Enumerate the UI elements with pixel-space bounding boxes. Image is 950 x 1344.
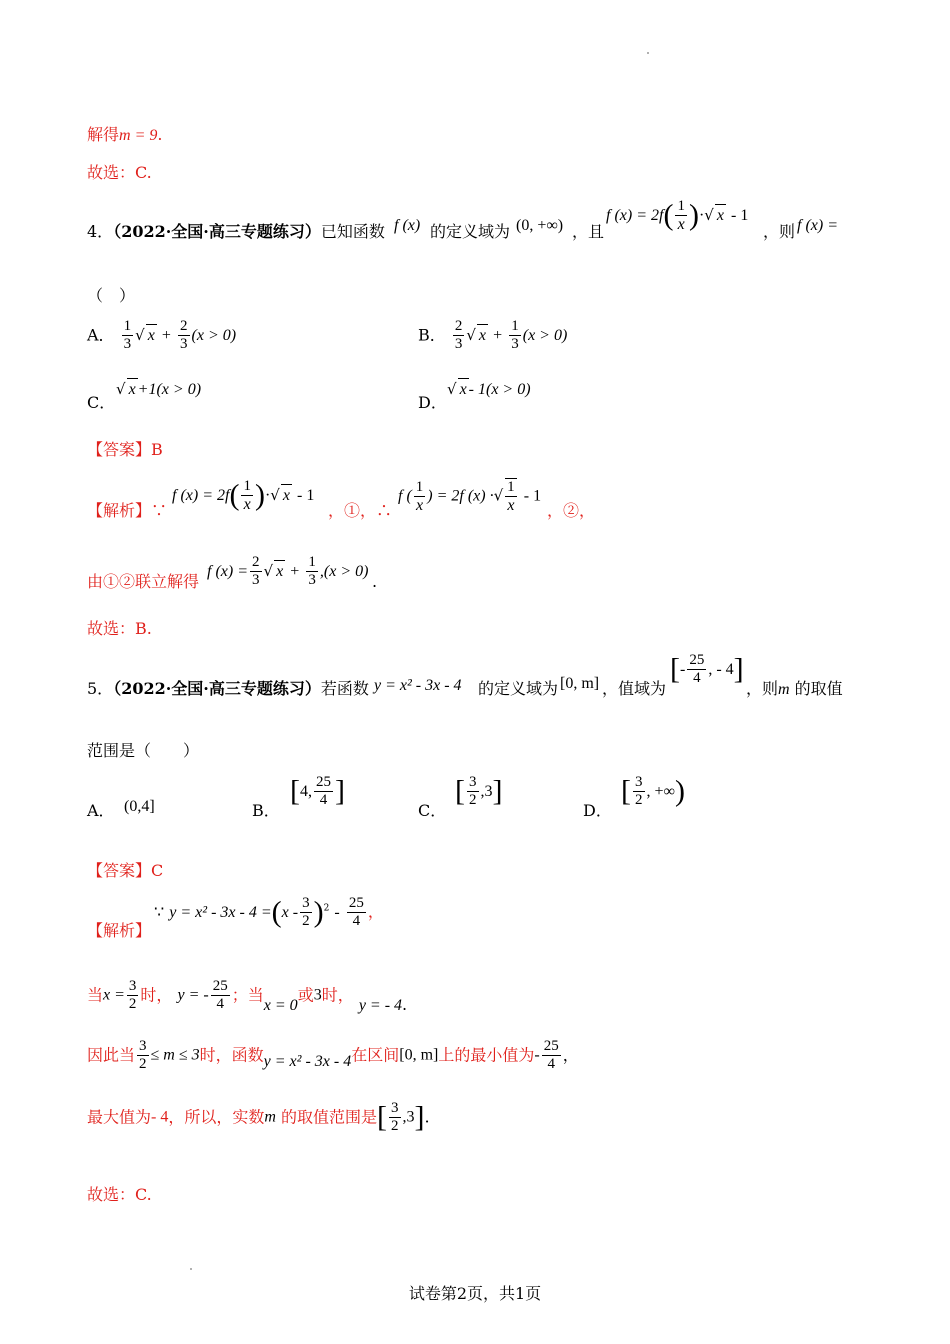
frac-den: 3: [454, 336, 463, 352]
solve-expr: m = 9: [119, 127, 158, 144]
q5-option-d-label[interactable]: D．: [583, 801, 612, 820]
min-neg: -: [534, 1046, 540, 1064]
radicand: x: [146, 324, 157, 347]
q4-option-c[interactable]: [116, 378, 201, 401]
eq1-tail: - 1: [297, 487, 315, 504]
frac-num: 1: [243, 478, 251, 494]
frac-den: x: [415, 496, 424, 514]
interval-pre: 在区间: [351, 1045, 400, 1065]
q4-analysis-eq2: [398, 478, 541, 514]
y-eq: y = -: [177, 986, 209, 1004]
eq2-mid: ) = 2f (x) ·: [427, 487, 494, 505]
q5-domain: [560, 672, 599, 695]
square: 2: [323, 903, 330, 914]
mark1: ，①，: [328, 501, 377, 520]
q5-option-c-label[interactable]: C．: [418, 801, 447, 820]
rparen: ): [674, 774, 685, 808]
range-tail: , - 4: [708, 661, 734, 678]
frac: [389, 1100, 401, 1135]
option-label: A．: [87, 325, 115, 345]
rbracket: ]: [733, 652, 744, 686]
q4-domain-text: (0, +∞): [516, 217, 564, 234]
frac: [250, 554, 262, 589]
therefore-symbol: ∴: [376, 501, 393, 520]
min-text: 上的最小值为: [438, 1045, 535, 1065]
frac: [633, 774, 645, 809]
q4-fx-text: f (x): [394, 217, 421, 234]
frac: [687, 652, 706, 687]
max-text: 最大值为: [87, 1107, 152, 1127]
frac: [542, 1038, 561, 1073]
sqrt-icon: √: [704, 206, 714, 224]
q4-combine: 由①②联立解得: [87, 572, 200, 591]
q5-number: 5．: [87, 679, 114, 698]
res-lhs: f (x) =: [207, 563, 248, 580]
frac-den: 3: [308, 572, 316, 588]
frac-num: 1: [415, 478, 424, 495]
frac-num: 1: [677, 198, 685, 214]
frac-num: 3: [302, 895, 310, 911]
q4-eq-lhs: f (x) = 2f: [606, 207, 664, 224]
q4-analysis-eq1: f (x) = 2f( $\frac{1}{x}$ )·√ x - 1: [172, 478, 315, 513]
semi: ；当: [231, 985, 264, 1005]
plus: +: [493, 327, 503, 344]
stem5: 的取值: [794, 679, 843, 698]
frac: [137, 1038, 149, 1073]
choose-line-prev: 故选：C.: [87, 163, 152, 182]
q5-stem3: ，值域为: [602, 679, 667, 698]
q4-stem-part: 已知函数: [320, 222, 385, 241]
frac-den: 2: [139, 1056, 147, 1072]
q4-analysis-tag: [87, 500, 167, 522]
frac: [505, 478, 517, 514]
rparen: ): [688, 198, 699, 232]
frac-den: 3: [123, 336, 132, 352]
q4-stem4: ，则: [763, 222, 796, 241]
condition: (x > 0): [522, 327, 568, 344]
eq1-lhs: f (x) = 2f: [172, 487, 230, 504]
m-var: m: [778, 681, 790, 698]
q4-mark2: ，②，: [547, 501, 596, 520]
because-symbol: ∵: [151, 501, 168, 520]
q5-stem6: 范围是（ ）: [87, 741, 200, 760]
corner-dot: [647, 52, 649, 54]
q4-equation: [606, 198, 748, 233]
frac-num: 3: [128, 978, 137, 994]
q5-option-a-label[interactable]: A．: [87, 801, 115, 820]
frac-den: 4: [693, 670, 701, 686]
q4-eq-frac: [675, 198, 687, 233]
rbracket: ]: [414, 1100, 425, 1134]
sqrt-icon: √: [270, 486, 280, 504]
plus: +: [161, 327, 171, 344]
analysis-tag: 【解析】: [87, 501, 152, 520]
sqrt-icon: √: [116, 380, 126, 398]
frac: [122, 318, 134, 353]
frac: [467, 774, 479, 809]
q4-fx: [394, 214, 420, 237]
y4-end: .: [402, 995, 408, 1014]
q4-eq-dot: ·: [698, 207, 705, 224]
q5-stem2: 的定义域为: [478, 679, 559, 698]
q4-result: [207, 554, 368, 589]
radicand: x: [458, 378, 469, 401]
q4-paren: （ ）: [87, 286, 136, 305]
lparen: (: [663, 198, 674, 232]
option-post: ,3: [480, 783, 493, 800]
frac-num: 25: [689, 652, 705, 668]
frac-num: 3: [469, 774, 477, 790]
frac-num: 25: [543, 1038, 559, 1054]
q4-stem3: ，且: [572, 222, 605, 241]
option-text: +1(x > 0): [137, 381, 202, 398]
solve-end: .: [157, 125, 163, 144]
q4-mark1: [328, 500, 392, 522]
frac: [300, 895, 312, 930]
q5-option-b-label[interactable]: B．: [252, 801, 280, 820]
q5-option-a[interactable]: [124, 795, 155, 818]
condition: (x > 0): [191, 327, 237, 344]
q5-option-c[interactable]: [455, 774, 503, 809]
q5-max-line: [87, 1100, 430, 1135]
q4-option-c-label[interactable]: C．: [87, 393, 116, 412]
q5-domain-text: [0, m]: [560, 675, 600, 692]
q5-source: （2022·全国·高三专题练习）: [113, 679, 321, 698]
frac-den: 2: [635, 792, 643, 808]
thus: 因此当: [87, 1045, 136, 1065]
q4-ask: [797, 214, 838, 237]
because-symbol: ∵: [154, 904, 165, 921]
q4-choose: 故选：B.: [87, 619, 152, 638]
q4-result-end: .: [372, 572, 378, 591]
frac-num: 2: [252, 554, 260, 570]
option-text: (0,4]: [124, 798, 155, 815]
exp1: y = x² - 3x - 4 =: [169, 904, 272, 921]
frac-den: x: [243, 496, 251, 513]
q4-stem: [87, 221, 385, 243]
q4-option-d-label[interactable]: D．: [418, 393, 447, 412]
interval-text: 0, m: [404, 1046, 434, 1064]
rparen: ): [313, 895, 324, 929]
frac: [241, 478, 253, 513]
q5-option-d[interactable]: [621, 774, 685, 809]
radicand: x: [274, 560, 285, 583]
interval: [0, m]: [399, 1046, 439, 1064]
frac-num: 1: [511, 318, 519, 334]
q5-analysis-eq: [154, 895, 384, 930]
sqrt-icon: √: [447, 380, 457, 398]
frac-num: 25: [212, 978, 228, 994]
max-val: - 4: [151, 1108, 169, 1126]
frac-den: 3: [252, 572, 260, 588]
func2: y = x² - 3x - 4: [263, 1053, 352, 1070]
frac-num: 3: [139, 1038, 147, 1054]
rparen: ): [254, 478, 265, 512]
q5-func-text: y = x² - 3x - 4: [374, 677, 462, 694]
frac-den: 4: [352, 913, 361, 929]
option-label: B．: [418, 325, 446, 345]
page-footer: 试卷第2页，共1页: [408, 1284, 542, 1303]
r-post: ,3: [402, 1108, 415, 1126]
frac: [347, 895, 366, 930]
so2: 的取值范围是: [281, 1107, 378, 1127]
frac-den: 2: [469, 792, 477, 808]
minus: -: [334, 904, 340, 921]
q4-number: 4．: [87, 222, 114, 241]
frac-den: x: [677, 216, 685, 233]
frac: [509, 318, 521, 353]
so-m: m: [264, 1108, 276, 1126]
res-cond: ,(x > 0): [319, 563, 369, 580]
y4: y = - 4: [358, 997, 403, 1014]
lbracket: [: [670, 652, 680, 686]
frac: [314, 774, 333, 809]
frac-den: 3: [511, 336, 519, 352]
frac: [211, 978, 230, 1013]
frac: [453, 318, 465, 353]
frac-den: 2: [391, 1118, 399, 1134]
frac-num: 1: [308, 554, 316, 570]
x0: x = 0: [263, 997, 298, 1014]
radicand: x: [127, 378, 138, 401]
frac: [414, 479, 426, 514]
eq2-f: f (: [398, 487, 412, 505]
rbracket: ]: [492, 774, 503, 808]
q4-stem2: 的定义域为: [430, 222, 511, 241]
q4-eq-tail: - 1: [731, 207, 749, 224]
lparen: (: [271, 895, 282, 929]
frac: [178, 318, 190, 353]
q5-when-line: [87, 978, 407, 1017]
q4-answer: 【答案】B: [87, 440, 163, 459]
q5-range: [670, 652, 744, 687]
neg: -: [680, 661, 686, 678]
frac-num: 2: [180, 318, 188, 334]
q5-stem4: [746, 678, 843, 701]
q5-func: [374, 674, 462, 697]
q5-stem: [87, 678, 369, 700]
sqrt-icon: √: [493, 486, 504, 505]
option-text: - 1(x > 0): [468, 381, 531, 398]
radicand: x: [281, 484, 292, 507]
bottom-dot: [190, 1268, 192, 1270]
q5-option-b[interactable]: [290, 774, 345, 809]
q5-choose: 故选：C.: [87, 1185, 152, 1204]
frac-num: 1: [507, 479, 515, 495]
frac: [127, 978, 139, 1013]
frac-num: 3: [635, 774, 643, 790]
three: 3: [313, 986, 322, 1004]
frac-num: 3: [391, 1100, 399, 1116]
lbracket: [: [377, 1100, 388, 1134]
thus2: 时，函数: [199, 1045, 264, 1065]
when: 当: [87, 985, 104, 1005]
q4-option-a[interactable]: [87, 318, 236, 353]
so-end: .: [424, 1107, 430, 1127]
eq2-tail: - 1: [523, 487, 542, 505]
q4-domain: [516, 214, 563, 237]
frac-den: 4: [547, 1056, 555, 1072]
frac: [306, 554, 318, 589]
plus: +: [290, 563, 300, 580]
q5-stem-part: 若函数: [320, 679, 369, 698]
q5-thus-line: [87, 1038, 579, 1073]
option-post: , +∞: [646, 783, 675, 800]
frac-den: 2: [302, 913, 310, 929]
lbracket: [: [455, 774, 465, 808]
time: 时，: [140, 985, 173, 1005]
option-pre: 4,: [300, 783, 312, 800]
stem4: ，则: [746, 679, 779, 698]
q4-option-d[interactable]: [447, 378, 531, 401]
lbracket: [: [621, 774, 631, 808]
solve-prefix: 解得: [87, 125, 120, 144]
frac-den: 3: [180, 336, 188, 352]
solve-line: [87, 124, 162, 147]
frac-num: 1: [123, 318, 132, 334]
frac-den: 2: [128, 996, 137, 1012]
or: 或: [297, 985, 314, 1005]
sqrt-icon: √: [135, 326, 145, 344]
radicand: x: [477, 324, 488, 347]
q4-ask-text: f (x) =: [797, 217, 838, 234]
q5-answer: 【答案】C: [87, 861, 164, 880]
q5-analysis-tag: 【解析】: [87, 921, 152, 940]
frac-num: 2: [454, 318, 463, 334]
exp1-inner: x -: [281, 904, 299, 921]
rbracket: ]: [335, 774, 345, 808]
lbracket: [: [290, 774, 300, 808]
frac-den: 4: [319, 792, 328, 808]
frac-den: 4: [216, 996, 225, 1012]
min-end: ，: [562, 1045, 579, 1065]
time2: 时，: [321, 985, 354, 1005]
sqrt-icon: √: [466, 326, 476, 344]
frac-den: x: [507, 497, 515, 514]
q4-eq-radicand: x: [715, 204, 726, 227]
sqrt-icon: √: [263, 562, 274, 580]
frac-num: 25: [348, 895, 364, 911]
frac-num: 25: [316, 774, 331, 790]
so: ，所以，实数: [168, 1107, 265, 1127]
ineq: ≤ m ≤ 3: [150, 1046, 200, 1064]
lparen: (: [229, 478, 240, 512]
x-eq: x =: [103, 986, 125, 1004]
end-punct: ，: [367, 902, 384, 921]
q4-option-b[interactable]: [418, 318, 567, 353]
q4-source: （2022·全国·高三专题练习）: [113, 222, 321, 241]
